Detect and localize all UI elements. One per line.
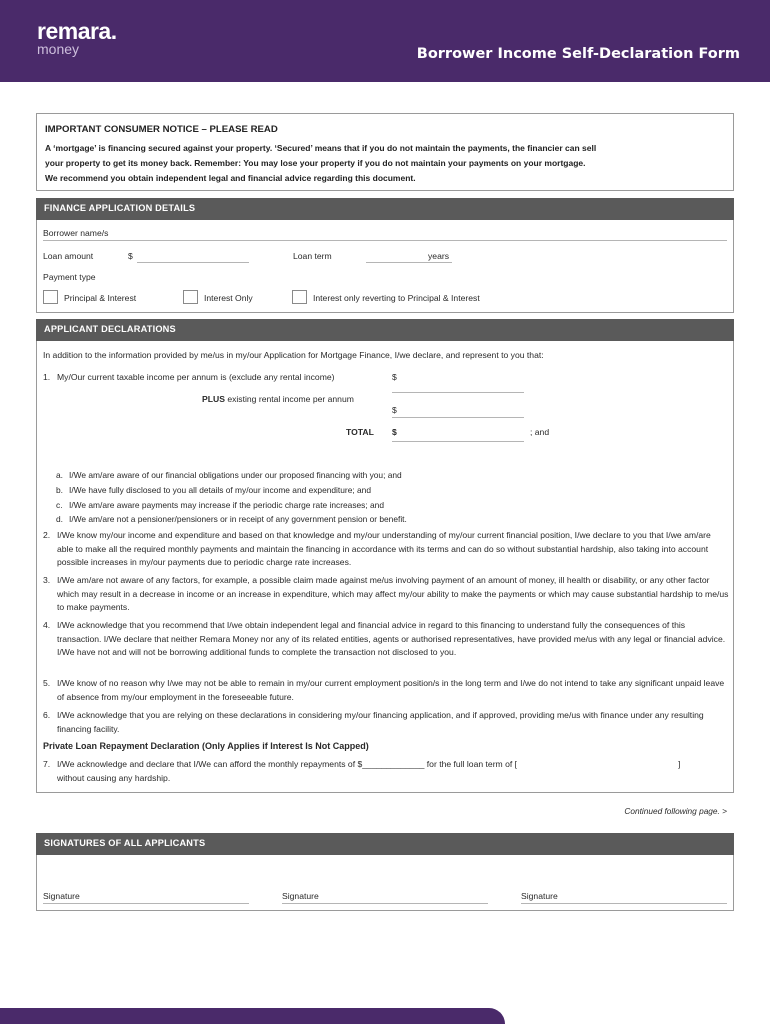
principal-interest-checkbox[interactable] — [43, 290, 58, 304]
loan-amount-field[interactable] — [137, 262, 249, 263]
signature-field-2[interactable] — [282, 903, 488, 904]
signatures-section-heading: SIGNATURES OF ALL APPLICANTS — [36, 833, 734, 855]
declaration-item: 2. I/We know my/our income and expenditure and based on that knowledge and my/our understanding of my/our current financial position, I/we declare to you that I/we am/are able to make all the required monthly payments and maintain the financing in accordance with its terms and can do so without substantial hardship, also taking into account possible increases in my/our payments due to periodic charge rate increases. — [43, 530, 711, 568]
years-label: years — [428, 251, 450, 261]
signature-label: Signature — [43, 891, 80, 901]
declaration-item: 6. I/We acknowledge that you are relying on these declarations in considering my/our financing application, and if approved, providing me/us with finance under any resulting financing facility. — [43, 710, 704, 734]
notice-title: IMPORTANT CONSUMER NOTICE – PLEASE READ — [45, 124, 278, 135]
taxable-income-currency: $ — [392, 372, 397, 382]
rental-income-field[interactable] — [392, 417, 524, 418]
and-text: ; and — [530, 427, 550, 437]
loan-amount-label: Loan amount — [43, 251, 94, 261]
loan-term-field[interactable] — [366, 262, 452, 263]
monthly-repayment-declaration: I/We acknowledge and declare that I/We can afford the monthly repayments of $_____________ for the full loan term of [ — [57, 759, 518, 769]
interest-only-reverting-label: Interest only reverting to Principal & Interest — [313, 293, 480, 303]
sub-item: d. I/We am/are not a pensioner/pensioners or in receipt of any government pension or benefit. — [56, 514, 407, 524]
interest-only-label: Interest Only — [204, 293, 253, 303]
notice-line: A ‘mortgage’ is financing secured against your property. ‘Secured’ means that if you do not maintain the payments, the financier can sell — [45, 143, 597, 153]
signature-label: Signature — [282, 891, 319, 901]
declaration-item: 4. I/We acknowledge that you recommend that I/we obtain independent legal and financial advice in regard to this financing to understand fully the consequences of this transaction. I/We declare that neither Remara Money nor any of its related entities, agents or authorised representatives, have provided me/us with any legal or financial advice. I/We have not and will not be borrowing additional funds to complete the transaction not disclosed to you. — [43, 620, 726, 658]
declaration-item: 3. I/We am/are not aware of any factors, for example, a possible claim made against me/us involving payment of an amount of money, ill health or disability, or any other factor which may result in a decrease in income or an increase in expenditure, which may affect my/our ability to make the payments or which may cause substantial hardship to me/us to make payments. — [43, 575, 729, 613]
loan-term-bracket-close: ] — [678, 759, 681, 769]
borrower-name-label: Borrower name/s — [43, 228, 109, 238]
principal-interest-label: Principal & Interest — [64, 293, 137, 303]
declarations-section-heading: APPLICANT DECLARATIONS — [36, 319, 734, 341]
footer-decoration — [0, 1008, 505, 1024]
sub-item: b. I/We have fully disclosed to you all details of my/our income and expenditure; and — [56, 485, 371, 495]
logo: remara. — [37, 18, 117, 44]
form-title: Borrower Income Self-Declaration Form — [416, 46, 740, 62]
page-header — [0, 0, 770, 82]
total-label: TOTAL — [346, 427, 374, 437]
sub-item: c. I/We am/are aware payments may increase if the periodic charge rate increases; and — [56, 500, 384, 510]
notice-body — [45, 141, 725, 186]
plus-label: PLUS — [202, 394, 225, 404]
rental-income-label — [202, 394, 354, 404]
hardship-text: without causing any hardship. — [57, 773, 171, 783]
sub-item: a. I/We am/are aware of our financial obligations under our proposed financing with you; and — [56, 470, 402, 480]
rental-income-currency: $ — [392, 405, 397, 415]
notice-line: your property to get its money back. Remember: You may lose your property if you do not maintain your payments on your mortgage. — [45, 158, 586, 168]
interest-only-checkbox[interactable] — [183, 290, 198, 304]
signature-field-1[interactable] — [43, 903, 249, 904]
rental-income-text: existing rental income per annum — [227, 394, 354, 404]
finance-section-heading: FINANCE APPLICATION DETAILS — [36, 198, 734, 220]
private-loan-heading: Private Loan Repayment Declaration (Only Applies if Interest Is Not Capped) — [43, 741, 369, 751]
signature-field-3[interactable] — [521, 903, 727, 904]
declaration-item: 5. I/We know of no reason why I/we may not be able to remain in my/our current employment position/s in the long term and I/we do not intend to take any significant unpaid leave of absence from my/our employment in the foreseeable future. — [43, 678, 725, 702]
borrower-name-field[interactable] — [43, 240, 727, 241]
item-number: 1. — [43, 372, 51, 382]
declarations-intro: In addition to the information provided by me/us in my/our Application for Mortgage Finance, I/we declare, and represent to you that: — [43, 350, 544, 360]
interest-only-reverting-checkbox[interactable] — [292, 290, 307, 304]
loan-term-label: Loan term — [293, 251, 332, 261]
loan-amount-currency: $ — [128, 251, 133, 261]
total-currency: $ — [392, 427, 397, 437]
signature-label: Signature — [521, 891, 558, 901]
logo-subtext: money — [37, 41, 80, 57]
taxable-income-label: My/Our current taxable income per annum is (exclude any rental income) — [57, 372, 335, 382]
continued-note: Continued following page. > — [624, 806, 727, 816]
item-number: 7. — [43, 759, 51, 769]
consumer-notice — [36, 113, 734, 191]
total-income-field[interactable] — [392, 441, 524, 442]
payment-type-label: Payment type — [43, 272, 96, 282]
taxable-income-field[interactable] — [392, 392, 524, 393]
notice-line: We recommend you obtain independent legal and financial advice regarding this document. — [45, 173, 416, 183]
